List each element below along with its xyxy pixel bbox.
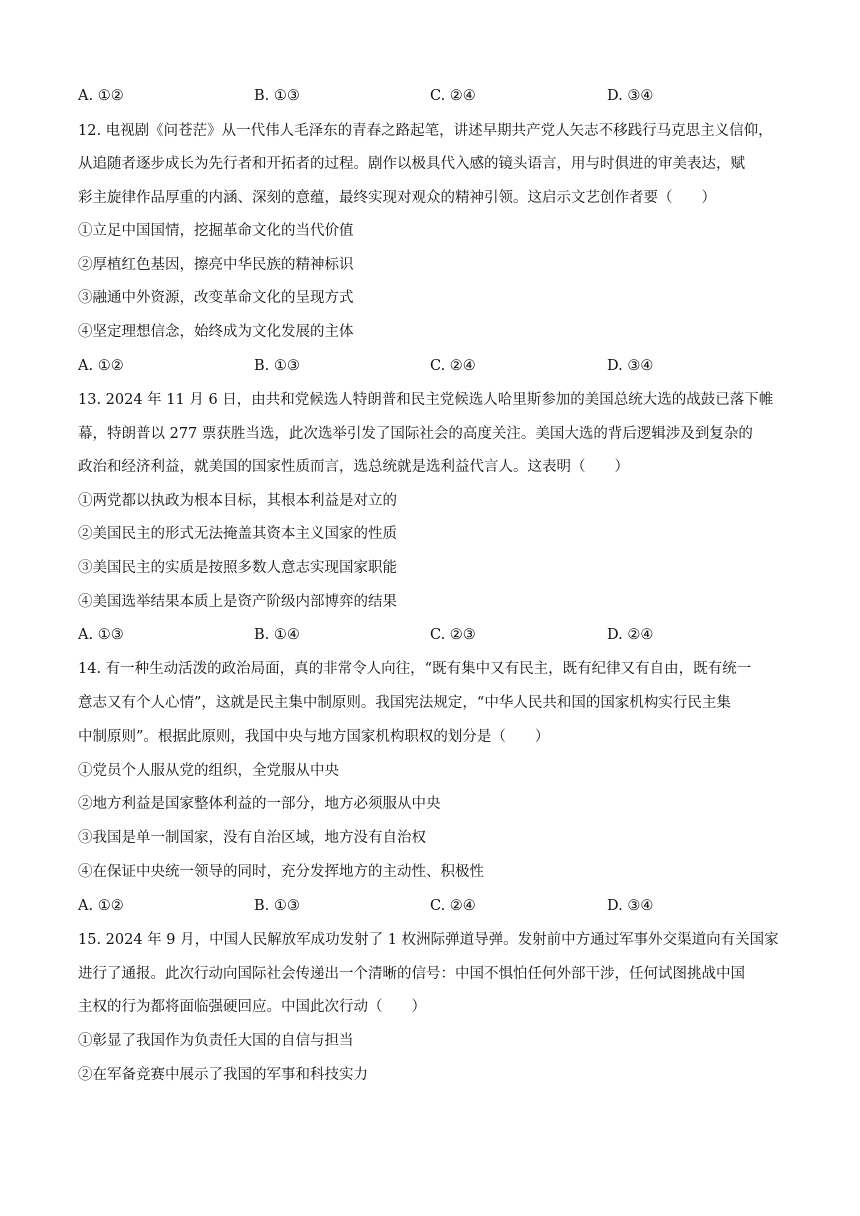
q14-stem-line-1: 14. 有一种生动活泼的政治局面，真的非常令人向往，“既有集中又有民主，既有纪律又有自由，既有统一 xyxy=(78,661,752,677)
q13-option-b: B. ①④ xyxy=(254,627,300,643)
q14-item-1: ①党员个人服从党的组织，全党服从中央 xyxy=(78,763,339,779)
q15-stem-line-1: 15. 2024 年 9 月，中国人民解放军成功发射了 1 枚洲际弹道导弹。发射前中方通过军事外交渠道向有关国家 xyxy=(78,932,779,948)
q14-stem-line-2: 意志又有个人心情”，这就是民主集中制原则。我国宪法规定，“中华人民共和国的国家机构实行民主集 xyxy=(78,695,731,711)
q14-item-3: ③我国是单一制国家，没有自治区域，地方没有自治权 xyxy=(78,830,426,846)
q13-stem-line-1: 13. 2024 年 11 月 6 日，由共和党候选人特朗普和民主党候选人哈里斯参加的美国总统大选的战鼓已落下帷 xyxy=(78,392,774,408)
q13-option-c: C. ②③ xyxy=(430,627,476,643)
q14-options xyxy=(78,889,778,923)
q13-item-2: ②美国民主的形式无法掩盖其资本主义国家的性质 xyxy=(78,526,397,542)
q13-options xyxy=(78,618,778,652)
q11-option-b: B. ①③ xyxy=(254,88,300,104)
q14-option-b: B. ①③ xyxy=(254,898,300,914)
q13-option-d: D. ②④ xyxy=(607,627,654,643)
q14-option-a: A. ①② xyxy=(78,898,124,914)
q11-option-c: C. ②④ xyxy=(430,88,476,104)
q11-options xyxy=(78,79,778,113)
q15-stem-line-2: 进行了通报。此次行动向国际社会传递出一个清晰的信号：中国不惧怕任何外部干涉，任何试图挑战中国 xyxy=(78,966,745,982)
q11-option-d: D. ③④ xyxy=(607,88,654,104)
q13-stem-line-3: 政治和经济利益，就美国的国家性质而言，选总统就是选利益代言人。这表明（ ） xyxy=(78,459,629,475)
q13-item-1: ①两党都以执政为根本目标，其根本利益是对立的 xyxy=(78,493,397,509)
q12-stem-line-2: 从追随者逐步成长为先行者和开拓者的过程。剧作以极具代入感的镜头语言，用与时俱进的审美表达，赋 xyxy=(78,156,745,172)
q14-option-d: D. ③④ xyxy=(607,898,654,914)
q12-option-d: D. ③④ xyxy=(607,358,654,374)
q13-item-4: ④美国选举结果本质上是资产阶级内部博弈的结果 xyxy=(78,594,397,610)
q12-item-3: ③融通中外资源，改变革命文化的呈现方式 xyxy=(78,290,354,306)
q15-item-2: ②在军备竞赛中展示了我国的军事和科技实力 xyxy=(78,1067,368,1083)
q14-item-2: ②地方利益是国家整体利益的一部分，地方必须服从中央 xyxy=(78,796,441,812)
q12-item-1: ①立足中国国情，挖掘革命文化的当代价值 xyxy=(78,223,354,239)
q14-option-c: C. ②④ xyxy=(430,898,476,914)
q13-item-3: ③美国民主的实质是按照多数人意志实现国家职能 xyxy=(78,560,397,576)
q12-stem-line-3: 彩主旋律作品厚重的内涵、深刻的意蕴，最终实现对观众的精神引领。这启示文艺创作者要（ ） xyxy=(78,190,716,206)
q12-option-a: A. ①② xyxy=(78,358,124,374)
q13-stem-line-2: 幕，特朗普以 277 票获胜当选，此次选举引发了国际社会的高度关注。美国大选的背后逻辑涉及到复杂的 xyxy=(78,426,753,442)
q14-item-4: ④在保证中央统一领导的同时，充分发挥地方的主动性、积极性 xyxy=(78,864,484,880)
q15-item-1: ①彰显了我国作为负责任大国的自信与担当 xyxy=(78,1033,354,1049)
q11-option-a: A. ①② xyxy=(78,88,124,104)
q15-stem-line-3: 主权的行为都将面临强硬回应。中国此次行动（ ） xyxy=(78,999,426,1015)
q12-option-c: C. ②④ xyxy=(430,358,476,374)
q13-option-a: A. ①③ xyxy=(78,627,124,643)
q12-stem-line-1: 12. 电视剧《问苍茫》从一代伟人毛泽东的青春之路起笔，讲述早期共产党人矢志不移践行马克思主义信仰， xyxy=(78,123,773,139)
q12-option-b: B. ①③ xyxy=(254,358,300,374)
q12-options xyxy=(78,349,778,383)
q12-item-2: ②厚植红色基因，擦亮中华民族的精神标识 xyxy=(78,257,354,273)
q14-stem-line-3: 中制原则”。根据此原则，我国中央与地方国家机构职权的划分是（ ） xyxy=(78,729,550,745)
q12-item-4: ④坚定理想信念，始终成为文化发展的主体 xyxy=(78,324,354,340)
